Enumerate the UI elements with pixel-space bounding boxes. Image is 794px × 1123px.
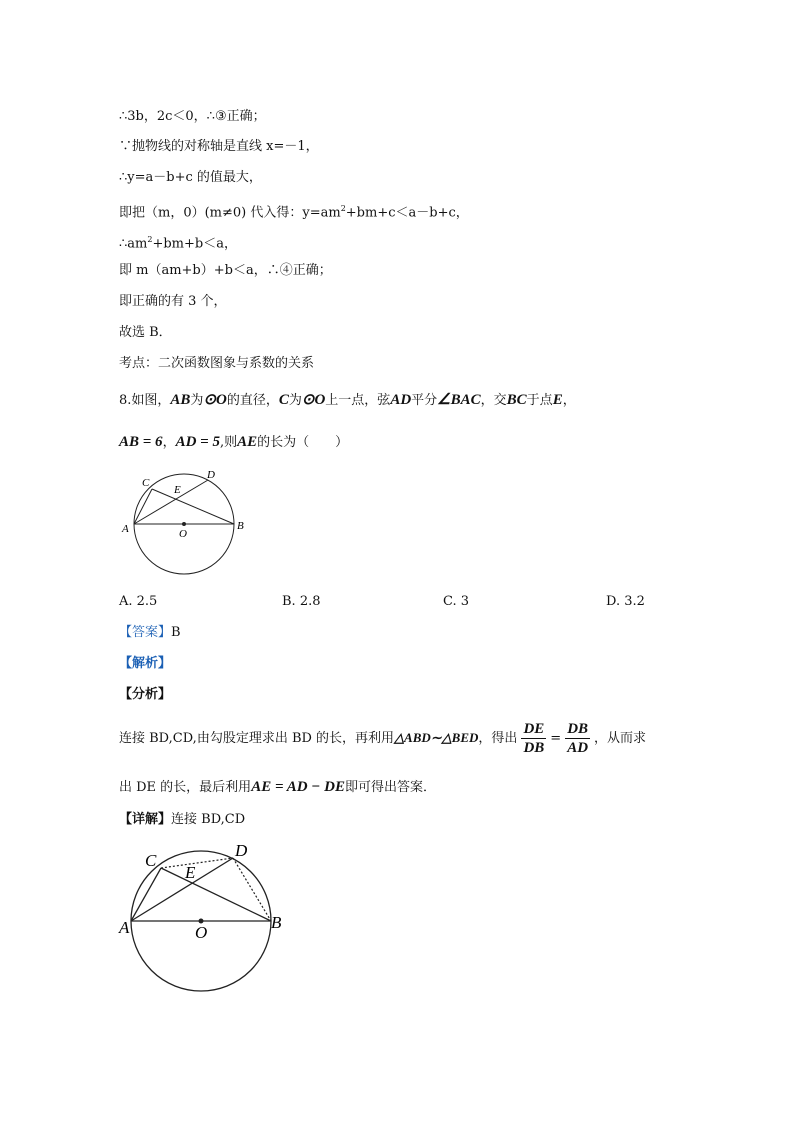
label-d: D <box>235 841 248 860</box>
detail-text: 连接 BD,CD <box>171 812 246 827</box>
math-ab-6: AB = 6 <box>119 434 163 450</box>
text: 的直径， <box>226 393 279 408</box>
solution-line-6: 即 m（am+b）+b＜a，∴④正确； <box>119 263 332 278</box>
label-b: B <box>237 520 244 532</box>
text: ， <box>162 435 176 450</box>
option-b: B. 2.8 <box>282 594 321 609</box>
label-e: E <box>185 863 196 882</box>
text: 为 <box>288 393 302 408</box>
text: 平分 <box>411 393 438 408</box>
option-c: C. 3 <box>443 594 470 609</box>
text: 于点 <box>526 393 553 408</box>
question-line-1 <box>119 391 576 410</box>
label-a: A <box>122 523 129 535</box>
text: 的长为（ ） <box>257 435 349 450</box>
label-e: E <box>174 484 181 496</box>
label-o: O <box>195 923 208 942</box>
analysis-line-1 <box>119 720 646 757</box>
option-d: D. 3.2 <box>606 594 645 609</box>
text: ， <box>562 393 576 408</box>
text: 出 DE 的长，最后利用 <box>119 780 252 795</box>
fenxi-label: 【分析】 <box>119 687 172 702</box>
text: 即可得出答案． <box>344 780 436 795</box>
detail-line <box>119 811 245 829</box>
math-formula: AE = AD − DE <box>251 779 345 795</box>
option-a: A. 2.5 <box>119 594 158 609</box>
label-c: C <box>142 477 150 489</box>
solution-line-8: 故选 B． <box>119 325 172 340</box>
math-e: E <box>552 392 563 408</box>
text: 为 <box>190 393 204 408</box>
solution-line-2: ∵抛物线的对称轴是直线 x=－1， <box>119 139 319 154</box>
segment-ac <box>131 868 161 921</box>
answer-label: 【答案】 <box>119 625 172 640</box>
superscript: 2 <box>147 235 153 244</box>
analysis-line-2 <box>119 778 436 797</box>
label-o: O <box>179 528 187 540</box>
text: ，交 <box>480 393 507 408</box>
math-angle-bac: ∠BAC <box>437 392 481 408</box>
math-similar: △ABD∼△BED <box>394 730 479 745</box>
detail-label: 【详解】 <box>119 812 172 827</box>
text: +bm+b＜a， <box>152 236 237 252</box>
question-line-2 <box>119 433 348 452</box>
math-ad-5: AD = 5 <box>175 434 220 450</box>
figure-1 <box>118 462 253 582</box>
text: ,则 <box>219 435 238 450</box>
solution-line-5 <box>119 231 237 253</box>
math-bc: BC <box>506 392 527 408</box>
numerator: DE <box>523 721 545 737</box>
figure-2 <box>115 838 295 998</box>
text: 连接 BD,CD,由勾股定理求出 BD 的长，再利用 <box>119 731 395 746</box>
denominator: AD <box>567 740 589 756</box>
text: ∴am <box>119 236 148 252</box>
text: 上一点，弦 <box>325 393 391 408</box>
label-d: D <box>207 469 215 481</box>
solution-line-1: ∴3b，2c＜0，∴③正确； <box>119 109 266 124</box>
jiexi-label: 【解析】 <box>119 656 172 671</box>
knowledge-point: 考点：二次函数图象与系数的关系 <box>119 356 315 371</box>
fraction-de-db <box>521 720 546 757</box>
text: 8.如图， <box>119 393 171 408</box>
fraction-db-ad <box>565 720 590 757</box>
segment-cd <box>161 858 233 868</box>
answer-line <box>119 624 181 642</box>
center-dot <box>182 522 186 526</box>
math-c: C <box>278 392 289 408</box>
numerator: DB <box>567 721 589 737</box>
math-circle-o: ⊙O <box>203 392 227 408</box>
math-ab: AB <box>170 392 191 408</box>
text: ，从而求 <box>594 731 647 746</box>
equals: = <box>550 731 562 746</box>
denominator: DB <box>523 740 545 756</box>
text: ，得出 <box>478 731 518 746</box>
label-b: B <box>271 913 282 932</box>
text: 即把（m，0）(m≠0) 代入得：y=am <box>119 205 341 221</box>
math-ad: AD <box>390 392 412 408</box>
label-a: A <box>119 918 130 937</box>
math-circle-o: ⊙O <box>301 392 326 408</box>
superscript: 2 <box>340 204 346 213</box>
math-ae: AE <box>237 434 258 450</box>
label-c: C <box>145 851 157 870</box>
solution-line-7: 即正确的有 3 个， <box>119 294 227 309</box>
solution-line-4 <box>119 200 469 222</box>
text: +bm+c＜a－b+c， <box>345 205 469 221</box>
solution-line-3: ∴y=a－b+c 的值最大， <box>119 170 262 185</box>
answer-value: B <box>171 625 181 640</box>
